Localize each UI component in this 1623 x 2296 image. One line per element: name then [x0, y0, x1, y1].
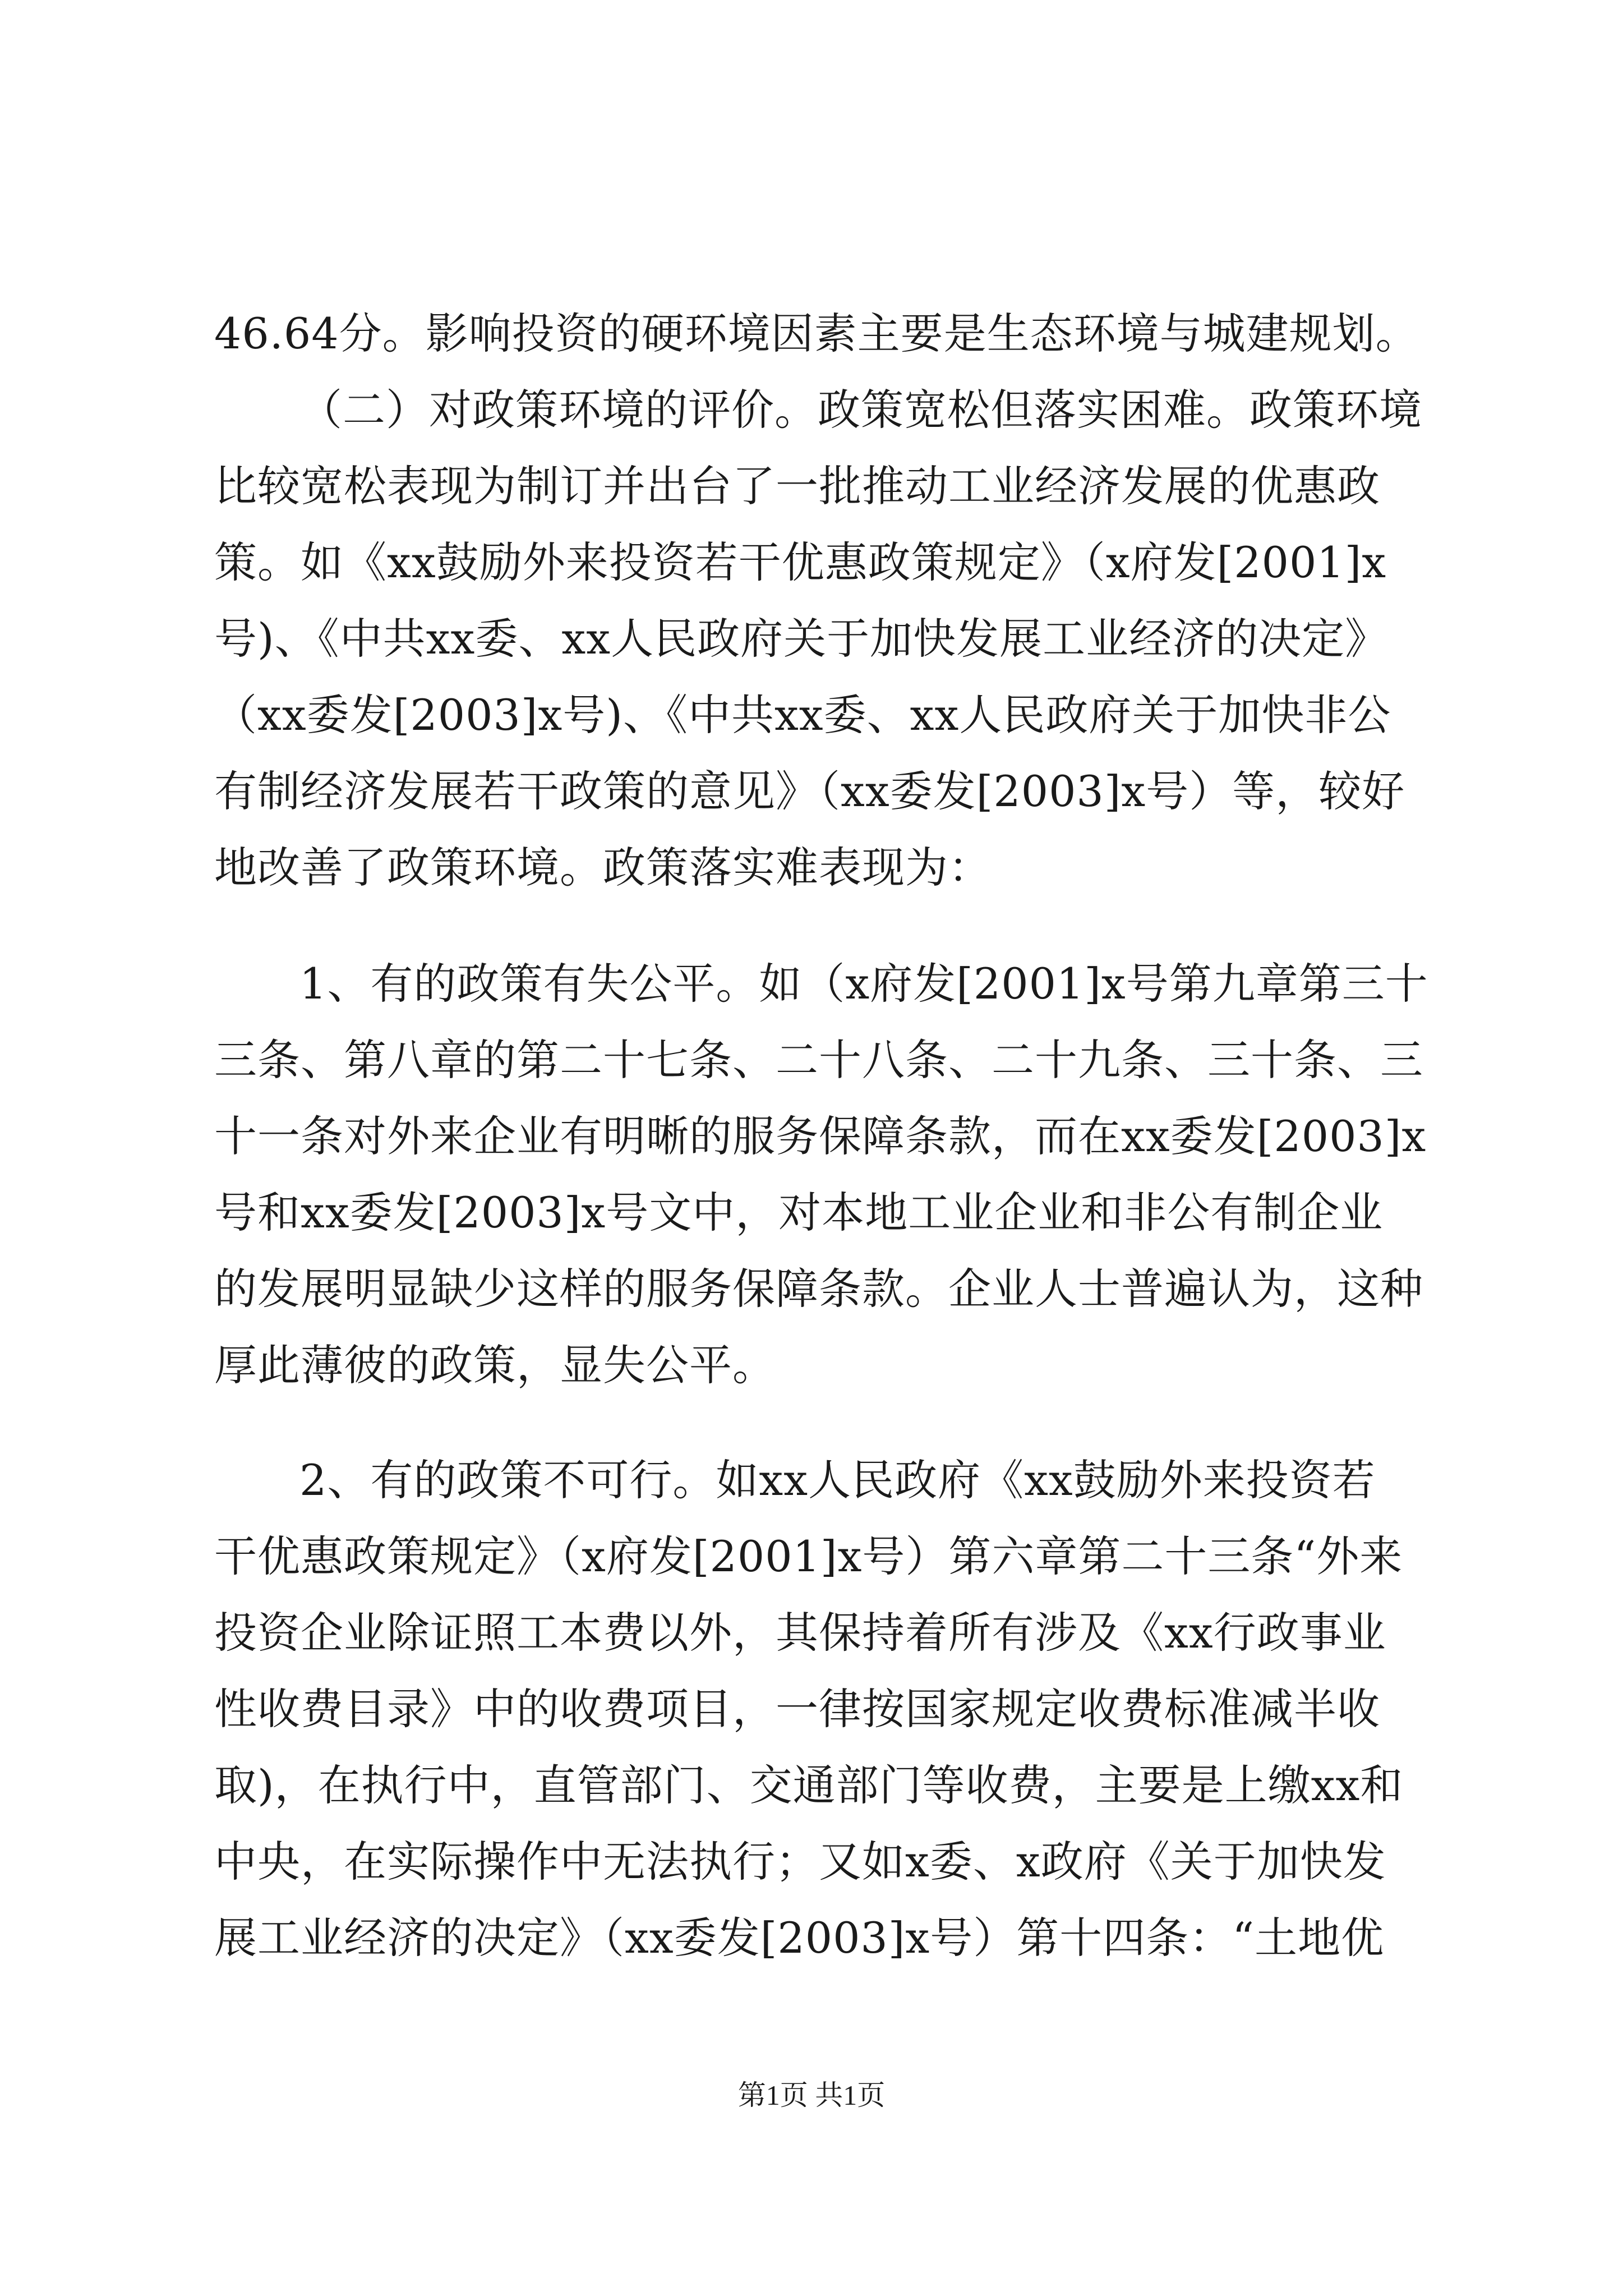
text-line-11: 十一条对外来企业有明晰的服务保障条款，而在xx委发[2003]x: [214, 1111, 1427, 1161]
text-line-14: 厚此薄彼的政策，显失公平。: [214, 1340, 776, 1390]
text-line-5: 号)、《中共xx委、xx人民政府关于加快发展工业经济的决定》: [214, 614, 1389, 664]
text-line-15: 2、有的政策不可行。如xx人民政府《xx鼓励外来投资若: [299, 1455, 1376, 1505]
text-line-20: 中央，在实际操作中无法执行；又如x委、x政府《关于加快发: [214, 1837, 1386, 1887]
text-line-21: 展工业经济的决定》（xx委发[2003]x号）第十四条：“土地优: [214, 1913, 1385, 1963]
text-line-8: 地改善了政策环境。政策落实难表现为：: [214, 843, 992, 892]
text-line-3: 比较宽松表现为制订并出台了一批推动工业经济发展的优惠政: [214, 461, 1380, 511]
text-line-16: 干优惠政策规定》（x府发[2001]x号）第六章第二十三条“外来: [214, 1531, 1403, 1581]
page-footer: 第1页 共1页: [737, 2079, 886, 2111]
text-line-17: 投资企业除证照工本费以外，其保持着所有涉及《xx行政事业: [214, 1608, 1386, 1658]
text-line-10: 三条、第八章的第二十七条、二十八条、二十九条、三十条、三: [214, 1035, 1423, 1085]
text-line-13: 的发展明显缺少这样的服务保障条款。企业人士普遍认为，这种: [214, 1264, 1423, 1314]
text-line-18: 性收费目录》中的收费项目，一律按国家规定收费标准减半收: [214, 1684, 1380, 1734]
text-line-2: （二）对政策环境的评价。政策宽松但落实困难。政策环境: [299, 385, 1422, 435]
text-line-12: 号和xx委发[2003]x号文中，对本地工业企业和非公有制企业: [214, 1188, 1384, 1237]
text-line-9: 1、有的政策有失公平。如（x府发[2001]x号第九章第三十: [299, 959, 1428, 1009]
text-line-6: （xx委发[2003]x号)、《中共xx委、xx人民政府关于加快非公: [214, 690, 1391, 740]
text-line-7: 有制经济发展若干政策的意见》（xx委发[2003]x号）等，较好: [214, 766, 1405, 816]
text-line-1: 46.64分。影响投资的硬环境因素主要是生态环境与城建规划。: [214, 309, 1419, 358]
text-line-19: 取)，在执行中，直管部门、交通部门等收费，主要是上缴xx和: [214, 1760, 1404, 1810]
text-line-4: 策。如《xx鼓励外来投资若干优惠政策规定》（x府发[2001]x: [214, 537, 1387, 587]
